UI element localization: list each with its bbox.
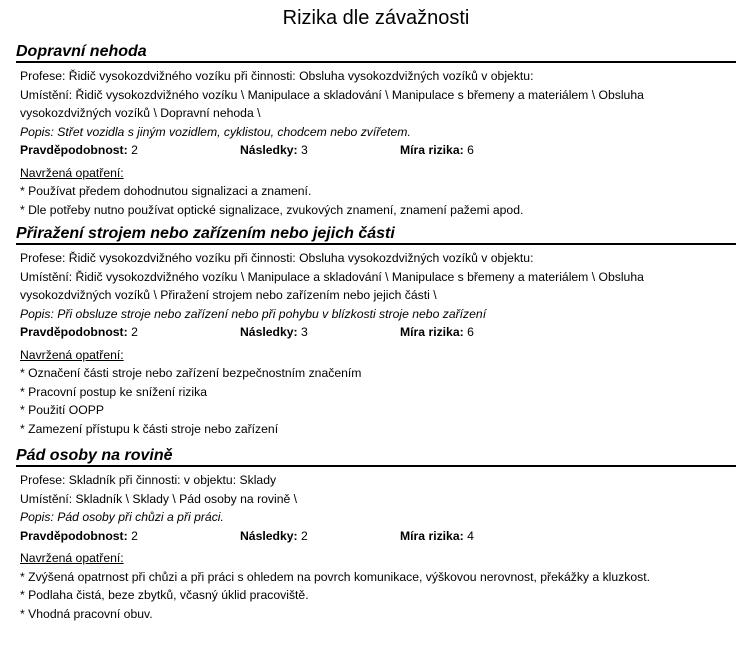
measure-item: * Dle potřeby nutno používat optické signalizace, zvukových znamení, znamení pažemi apod. [20,202,524,217]
measure-item: * Používat předem dohodnutou signalizaci a znamení. [20,184,312,198]
location-line: Umístění: Řidič vysokozdvižného vozíku \ Manipulace a skladování \ Manipulace s břemeny a materiálem \ Obsluha [20,87,644,102]
consequences-value: 3 [300,325,308,339]
consequences-label: Následky: [240,528,298,543]
risk-section [16,224,736,438]
measure-item: * Podlaha čistá, beze zbytků, včasný úklid pracoviště. [20,588,309,602]
risk-section [16,446,736,623]
profession-line: Profese: Skladník při činnosti: v objektu: Sklady [20,473,277,487]
measure-item: * Vhodná pracovní obuv. [20,606,153,621]
measures-title: Navržená opatření: [20,551,124,565]
description-line: Popis: Pád osoby při chůzi a při práci. [20,510,224,524]
consequences-label: Následky: [240,325,298,339]
probability-value: 2 [131,325,138,339]
risk-heading: Přiražení strojem nebo zařízením nebo jejich části [16,224,736,245]
location-line: vysokozdvižných vozíků \ Dopravní nehoda \ [20,106,261,120]
profession-line: Profese: Řidič vysokozdvižného vozíku při činnosti: Obsluha vysokozdvižných vozíků v objektu: [20,251,534,265]
measure-item: * Pracovní postup ke snížení rizika [20,384,207,399]
description-line: Popis: Při obsluze stroje nebo zařízení nebo při pohybu v blízkosti stroje nebo zařízení [20,306,487,321]
rating-row [16,323,736,342]
location-line: vysokozdvižných vozíků \ Přiražení strojem nebo zařízením nebo jejich části \ [20,288,437,302]
measure-item: * Zamezení přístupu k části stroje nebo zařízení [20,421,279,436]
profession-line: Profese: Řidič vysokozdvižného vozíku při činnosti: Obsluha vysokozdvižných vozíků v objektu: [20,69,534,83]
location-line: Umístění: Skladník \ Sklady \ Pád osoby na rovině \ [20,491,298,506]
rating-row [16,141,736,160]
risk-heading: Pád osoby na rovině [16,446,736,467]
measures-title: Navržená opatření: [20,165,124,180]
probability-label: Pravděpodobnost: [20,528,128,543]
risk-level-label: Míra rizika: [400,143,464,157]
measure-item: * Zvýšená opatrnost při chůzi a při práci s ohledem na povrch komunikace, výškovou nerovnost, překážky a kluzkost. [20,569,650,584]
risk-section [16,42,736,219]
location-line: Umístění: Řidič vysokozdvižného vozíku \ Manipulace a skladování \ Manipulace s břemeny a materiálem \ Obsluha [20,269,644,284]
measures-title: Navržená opatření: [20,347,124,362]
risk-heading: Dopravní nehoda [16,42,736,63]
rating-row [16,527,736,546]
page-title: Rizika dle závažnosti [282,7,470,29]
risk-level-value: 6 [467,143,474,157]
measure-item: * Označení části stroje nebo zařízení bezpečnostním značením [20,366,362,380]
risk-level-label: Míra rizika: [400,325,464,339]
probability-label: Pravděpodobnost: [20,143,128,157]
risk-level-value: 6 [467,325,474,339]
measure-item: * Použití OOPP [20,403,104,417]
consequences-value: 2 [300,528,308,543]
risk-level-value: 4 [467,528,474,543]
probability-label: Pravděpodobnost: [20,325,128,339]
description-line: Popis: Střet vozidla s jiným vozidlem, cyklistou, chodcem nebo zvířetem. [20,124,411,139]
consequences-value: 3 [300,143,308,157]
probability-value: 2 [131,528,138,543]
consequences-label: Následky: [240,143,298,157]
probability-value: 2 [131,143,138,157]
risk-level-label: Míra rizika: [400,528,464,543]
